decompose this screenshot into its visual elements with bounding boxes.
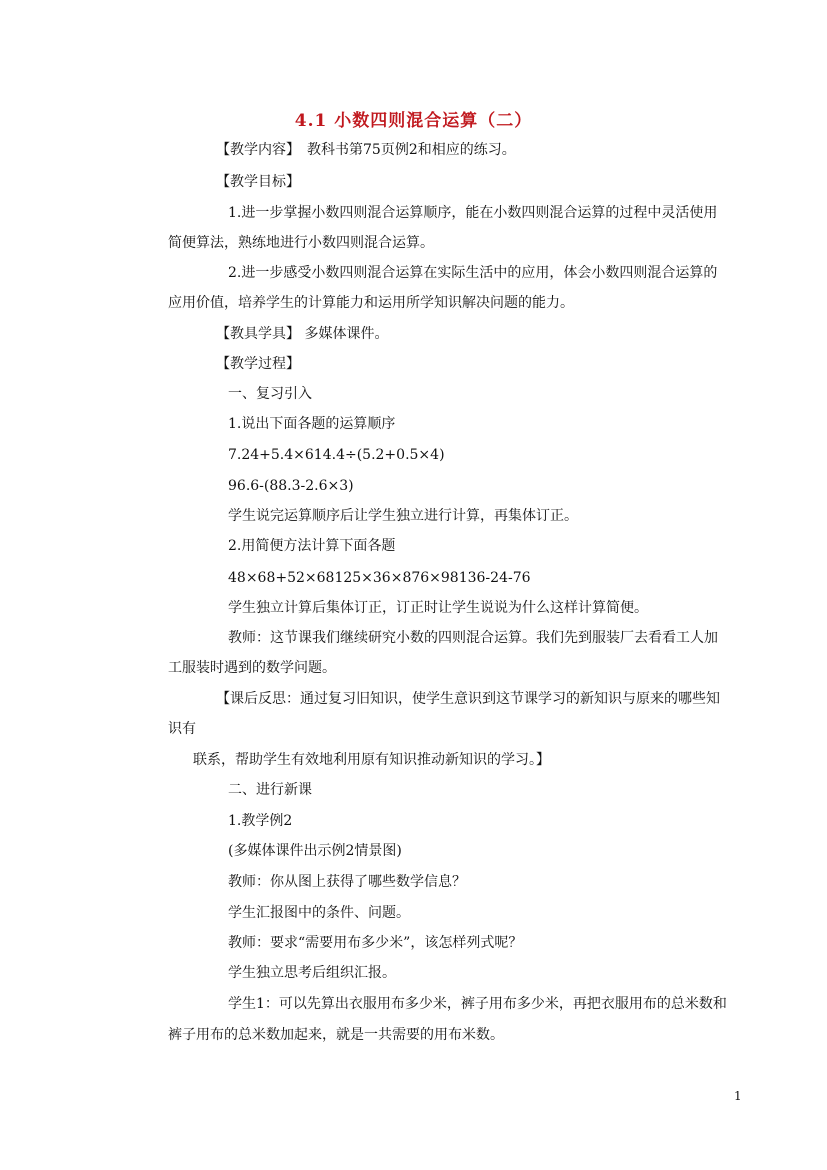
paragraph-line: 1.教学例2	[228, 813, 293, 829]
paragraph-line: 教师：这节课我们继续研究小数的四则混合运算。我们先到服装厂去看看工人加	[228, 630, 718, 646]
paragraph-line: 教师：要求“需要用布多少米”，该怎样列式呢？	[228, 935, 523, 951]
paragraph-line: 学生独立计算后集体订正，订正时让学生说说为什么这样计算简便。	[228, 600, 648, 616]
page-number: 1	[734, 1089, 742, 1103]
paragraph-line: 7.24+5.4×614.4÷(5.2+0.5×4)	[228, 447, 445, 463]
paragraph-line: 【教具学具】 多媒体课件。	[216, 326, 389, 342]
paragraph-line: 二、进行新课	[228, 782, 312, 798]
paragraph-line: 【教学目标】	[216, 174, 300, 190]
paragraph-line: 一、复习引入	[228, 386, 312, 402]
paragraph-line: 学生说完运算顺序后让学生独立进行计算，再集体订正。	[228, 508, 578, 524]
paragraph-line: 联系，帮助学生有效地利用原有知识推动新知识的学习。】	[193, 752, 550, 768]
paragraph-line: 应用价值，培养学生的计算能力和运用所学知识解决问题的能力。	[168, 295, 574, 311]
paragraph-line: 学生1：可以先算出衣服用布多少米，裤子用布多少米，再把衣服用布的总米数和	[228, 996, 727, 1012]
paragraph-line: (多媒体课件出示例2情景图)	[228, 843, 402, 859]
paragraph-line: 工服装时遇到的数学问题。	[168, 660, 336, 676]
paragraph-line: 识有	[168, 721, 196, 737]
paragraph-line: 【教学内容】 教科书第75页例2和相应的练习。	[216, 142, 516, 158]
paragraph-line: 48×68+52×68125×36×876×98136-24-76	[228, 570, 531, 586]
paragraph-line: 学生汇报图中的条件、问题。	[228, 905, 410, 921]
paragraph-line: 教师：你从图上获得了哪些数学信息？	[228, 874, 466, 890]
paragraph-line: 1.说出下面各题的运算顺序	[228, 416, 396, 432]
paragraph-line: 96.6-(88.3-2.6×3)	[228, 478, 354, 494]
page-title: 4.1 小数四则混合运算（二）	[294, 111, 533, 131]
paragraph-line: 简便算法，熟练地进行小数四则混合运算。	[168, 235, 434, 251]
paragraph-line: 学生独立思考后组织汇报。	[228, 965, 396, 981]
paragraph-line: 裤子用布的总米数加起来，就是一共需要的用布米数。	[168, 1027, 504, 1043]
paragraph-line: 【教学过程】	[216, 356, 300, 372]
paragraph-line: 1.进一步掌握小数四则混合运算顺序，能在小数四则混合运算的过程中灵活使用	[228, 205, 718, 221]
paragraph-line: 2.进一步感受小数四则混合运算在实际生活中的应用，体会小数四则混合运算的	[228, 265, 718, 281]
paragraph-line: 【课后反思：通过复习旧知识，使学生意识到这节课学习的新知识与原来的哪些知	[216, 691, 720, 707]
paragraph-line: 2.用简便方法计算下面各题	[228, 538, 396, 554]
